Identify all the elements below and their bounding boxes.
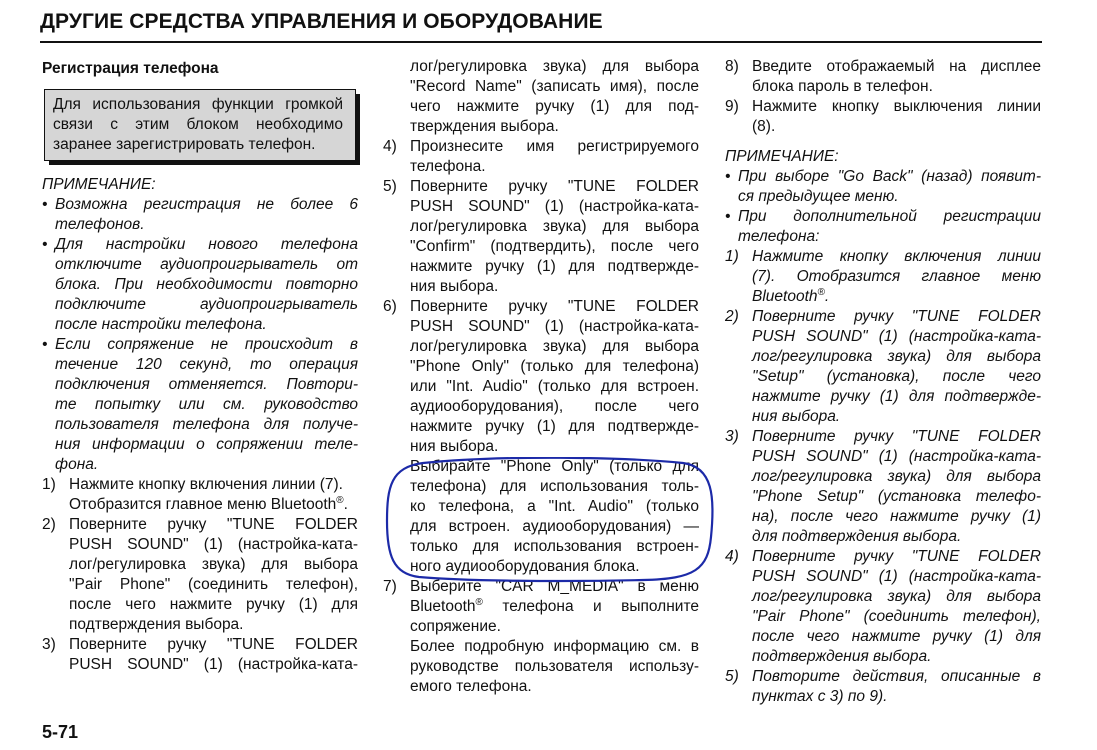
note-bullet [42, 235, 358, 335]
bullet-line: Если сопряжение не происходит в [55, 336, 358, 353]
step-line: Выберите "CAR M_MEDIA" в меню [410, 578, 699, 595]
step-text: Отобразится главное меню Bluetooth [69, 496, 337, 513]
step-line: после чего нажмите ручку (1) для [752, 628, 1041, 645]
step-line: "Setup" (установка), после чего [752, 368, 1041, 385]
title-divider [40, 41, 1042, 43]
step-line: PUSH SOUND" (1) (настройка-ката- [752, 448, 1041, 465]
step-line: лог/регулировка звука) для выбора [69, 556, 358, 573]
step-number: 7) [383, 578, 397, 595]
step-number: 3) [725, 428, 739, 445]
step-line: PUSH SOUND" (1) (настройка-ката- [410, 198, 699, 215]
step-number: 2) [725, 308, 739, 325]
step-continued [383, 57, 699, 137]
sub-step-item [725, 547, 1041, 667]
step-line: сопряжение. [410, 618, 501, 635]
bullet-dot: • [42, 336, 48, 353]
step-line: PUSH SOUND" (1) (настройка-ката- [69, 656, 358, 673]
step-line: или "Int. Audio" (только для встроен. [410, 378, 699, 395]
bullet-line: При дополнительной регистрации [738, 208, 1041, 225]
step-line: Более подробную информацию см. в [410, 638, 699, 655]
step-item [725, 97, 1041, 137]
step-line: аудиооборудования), после чего [410, 398, 699, 415]
step-line: PUSH SOUND" (1) (настройка-ката- [752, 568, 1041, 585]
step-line: Поверните ручку "TUNE FOLDER [410, 178, 699, 195]
bullet-line: подключите аудиопроигрыватель [55, 296, 358, 313]
step-number: 6) [383, 298, 397, 315]
step-number: 2) [42, 516, 56, 533]
step-line: телефона. [410, 158, 486, 175]
step-line: лог/регулировка звука) для выбора [410, 218, 699, 235]
note-bullet [42, 335, 358, 475]
step-text-end: . [824, 288, 830, 305]
step-line: (7). Отобразится главное меню [752, 268, 1041, 285]
step-number: 1) [725, 248, 739, 265]
step-line: емого телефона. [410, 678, 532, 695]
step-line: "Phone Only" (только для телефона) [410, 358, 699, 375]
notice-line: заранее зарегистрировать телефон. [53, 136, 316, 153]
step-number: 4) [383, 138, 397, 155]
step-item [42, 475, 358, 515]
bullet-line: течение 120 секунд, то операция [55, 356, 358, 373]
step-line: Произнесите имя регистрируемого [410, 138, 699, 155]
note-bullet [725, 167, 1041, 207]
bullet-line: ния информации о сопряжении теле- [55, 436, 358, 453]
step-line: Введите отображаемый на дисплее [752, 58, 1041, 75]
step-line: Поверните ручку "TUNE FOLDER [752, 308, 1041, 325]
notice-line: связи с этим блоком необходимо [53, 116, 343, 133]
step-line: для подтверждения выбора. [752, 528, 962, 545]
column-middle [383, 57, 699, 697]
step-line: Нажмите кнопку выключения линии [752, 98, 1041, 115]
highlighted-note [383, 457, 699, 577]
bullet-line: те попытку или см. руководство [55, 396, 358, 413]
step-item [383, 577, 699, 697]
registered-mark: ® [817, 286, 825, 298]
step-text-end: . [343, 496, 348, 513]
column-left [42, 57, 358, 675]
step-line [69, 495, 358, 515]
step-line [410, 597, 699, 617]
page-number: 5-71 [42, 722, 79, 742]
step-number: 1) [42, 476, 56, 493]
step-number: 9) [725, 98, 739, 115]
step-text: Bluetooth [752, 288, 818, 305]
bullet-line: фона. [55, 456, 99, 473]
step-line: подтверждения выбора. [69, 616, 244, 633]
section-heading: Регистрация телефона [42, 60, 219, 77]
bullet-dot: • [725, 168, 731, 185]
highlight-line: только для использования встроен- [410, 538, 699, 555]
step-line: "Pair Phone" (соединить телефон), [69, 576, 358, 593]
step-line: ния выбора. [410, 278, 499, 295]
step-line: "Confirm" (подтвердить), после чего [410, 238, 699, 255]
registered-mark: ® [475, 596, 483, 608]
step-item [383, 177, 699, 297]
highlight-line: ного аудиооборудования блока. [410, 558, 640, 575]
bullet-line: телефона: [738, 228, 820, 245]
step-line: лог/регулировка звука) для выбора [410, 338, 699, 355]
step-line: Поверните ручку "TUNE FOLDER [410, 298, 699, 315]
bullet-dot: • [42, 196, 48, 213]
step-line: тверждения выбора. [410, 118, 559, 135]
notice-line: Для использования функции громкой [53, 96, 343, 113]
step-line: PUSH SOUND" (1) (настройка-ката- [752, 328, 1041, 345]
bullet-dot: • [42, 236, 48, 253]
step-line: лог/регулировка звука) для выбора [752, 588, 1041, 605]
step-number: 4) [725, 548, 739, 565]
step-line: пунктах с 3) по 9). [752, 688, 888, 705]
registered-mark: ® [336, 494, 344, 506]
bullet-line: При выборе "Go Back" (назад) появит- [738, 168, 1041, 185]
step-number: 3) [42, 636, 56, 653]
step-text: Bluetooth [410, 598, 476, 615]
highlight-line: телефона) для использования толь- [410, 478, 699, 495]
step-line: руководстве пользователя использу- [410, 658, 699, 675]
notice-box [44, 89, 356, 161]
step-line: лог/регулировка звука) для выбора [410, 58, 699, 75]
step-item [725, 57, 1041, 97]
step-item [42, 635, 358, 675]
step-line: "Phone Setup" (установка телефо- [752, 488, 1041, 505]
step-line: Поверните ручку "TUNE FOLDER [69, 516, 358, 533]
step-line: ния выбора. [410, 438, 499, 455]
note-label: ПРИМЕЧАНИЕ: [725, 148, 839, 165]
step-line: "Record Name" (записать имя), после [410, 78, 699, 95]
step-item [42, 515, 358, 635]
highlight-line: ко телефона, а "Int. Audio" (только [410, 498, 699, 515]
bullet-line: пользователя телефона для получе- [55, 416, 358, 433]
step-line: лог/регулировка звука) для выбора [752, 348, 1041, 365]
step-line: Повторите действия, описанные в [752, 668, 1041, 685]
step-line: Поверните ручку "TUNE FOLDER [752, 428, 1041, 445]
bullet-line: отключите аудиопроигрыватель от [55, 256, 358, 273]
step-number: 8) [725, 58, 739, 75]
step-line: PUSH SOUND" (1) (настройка-ката- [69, 536, 358, 553]
step-item [383, 137, 699, 177]
sub-step-item [725, 667, 1041, 707]
column-right [725, 57, 1041, 707]
step-line [752, 287, 1041, 307]
note-bullet [725, 207, 1041, 247]
step-line: (8). [752, 118, 776, 135]
step-line: "Pair Phone" (соединить телефон), [752, 608, 1041, 625]
step-item [383, 297, 699, 457]
bullet-line: телефонов. [55, 216, 145, 233]
step-line: нажмите ручку (1) для подтвержде- [752, 388, 1041, 405]
step-line: блока пароль в телефон. [752, 78, 933, 95]
step-text: телефона и выполните [482, 598, 699, 615]
step-line: PUSH SOUND" (1) (настройка-ката- [410, 318, 699, 335]
note-label: ПРИМЕЧАНИЕ: [42, 176, 156, 193]
step-number: 5) [383, 178, 397, 195]
bullet-line: после настройки телефона. [55, 316, 267, 333]
sub-step-item [725, 247, 1041, 307]
bullet-line: подключения отменяется. Повтори- [55, 376, 358, 393]
highlight-line: для встроен. аудиооборудования) — [410, 518, 699, 535]
bullet-line: блока. При необходимости повторно [55, 276, 358, 293]
step-line: Нажмите кнопку включения линии [752, 248, 1041, 265]
step-line: чего нажмите ручку (1) для под- [410, 98, 699, 115]
step-line: Поверните ручку "TUNE FOLDER [752, 548, 1041, 565]
page-title: ДРУГИЕ СРЕДСТВА УПРАВЛЕНИЯ И ОБОРУДОВАНИЕ [40, 10, 603, 33]
bullet-dot: • [725, 208, 731, 225]
step-line: Поверните ручку "TUNE FOLDER [69, 636, 358, 653]
bullet-line: Для настройки нового телефона [55, 236, 358, 253]
step-line: нажмите ручку (1) для подтвержде- [410, 418, 699, 435]
step-line: после чего нажмите ручку (1) для [69, 596, 358, 613]
bullet-line: ся предыдущее меню. [738, 188, 899, 205]
step-line: ния выбора. [752, 408, 841, 425]
step-line: подтверждения выбора. [752, 648, 932, 665]
sub-step-item [725, 427, 1041, 547]
sub-step-item [725, 307, 1041, 427]
bullet-line: Возможна регистрация не более 6 [55, 196, 358, 213]
step-line: лог/регулировка звука) для выбора [752, 468, 1041, 485]
step-line: на), после чего нажмите ручку (1) [752, 508, 1041, 525]
step-line: Нажмите кнопку включения линии (7). [69, 476, 343, 493]
step-line: нажмите ручку (1) для подтвержде- [410, 258, 699, 275]
note-bullet [42, 195, 358, 235]
highlight-line: Выбирайте "Phone Only" (только для [410, 458, 699, 475]
step-number: 5) [725, 668, 739, 685]
